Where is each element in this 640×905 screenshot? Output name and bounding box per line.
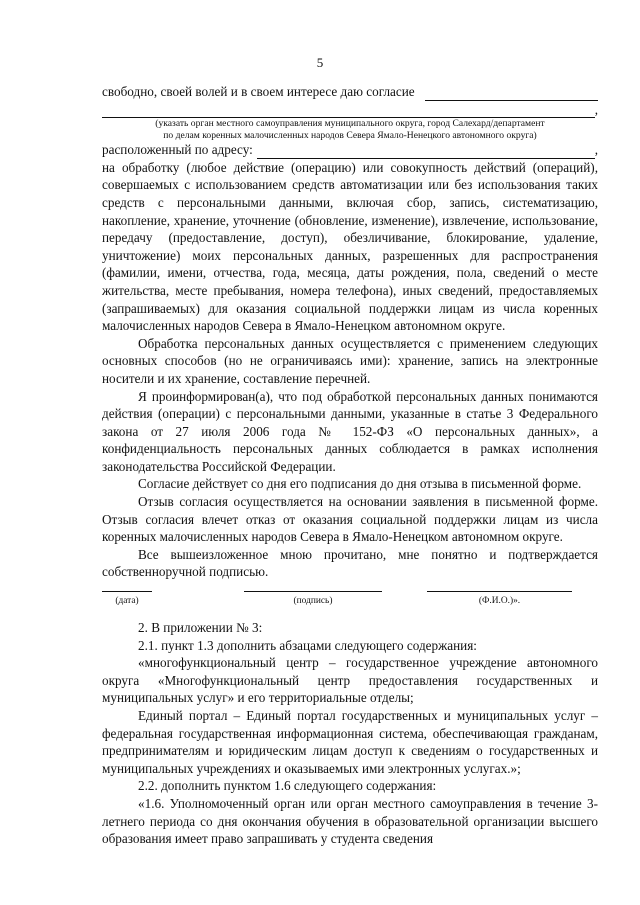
mfc-definition: «многофункциональный центр – государственное учреждение автономного округа «Многофункциональный центр предоставления государственных и муниципальных услуг» и его территориальные отделы;	[102, 655, 598, 706]
signature-field	[244, 591, 382, 611]
document-body	[102, 83, 598, 848]
signature-caption: (подпись)	[293, 596, 333, 607]
informed-paragraph: Я проинформирован(а), что под обработкой персональных данных понимаются действия (операции) с персональными данными, указанные в статье 3 Федерального закона от 27 июля 2006 года № 152-ФЗ «О персональных данных», а конфиденциальность персональных данных соблюдается в рамках исполнения законодательства Российской Федерации.	[102, 388, 598, 474]
authority-rule-line	[102, 101, 598, 119]
address-line	[102, 141, 598, 159]
validity-paragraph: Согласие действует со дня его подписания до дня отзыва в письменной форме.	[138, 476, 582, 492]
withdrawal-paragraph: Отзыв согласия осуществляется на основании заявления в письменной форме. Отзыв согласия влечет отказ от оказания социальной поддержки лицам из числа коренных малочисленных народов Севера в Ямало-Ненецком автономном округе.	[102, 494, 598, 545]
signature-row	[102, 591, 598, 619]
portal-definition: Единый портал – Единый портал государственных и муниципальных услуг – федеральная государственная информационная система, обеспечивающая гражданам, предпринимателям и юридическим лицам доступ к сведениям о государственных и муниципальных учреждениях и оказываемых ими электронных услугах.»;	[102, 708, 598, 776]
authority-comma: ,	[594, 101, 598, 117]
processing-paragraph: на обработку (любое действие (операцию) или совокупность действий (операций), совершаемых с использованием средств автоматизации или без использования таких средств с персональными данными, включая сбор, запись, систематизацию, накопление, хранение, уточнение (обновление, изменение), извлечение, использование, передачу (предоставление, доступ), обезличивание, блокирование, удаление, уничтожение) моих персональных данных, разрешенных для распространения (фамилии, имени, отчества, года, месяца, даты рождения, пола, сведений о месте жительства, месте пребывания, номера телефона), иных сведений, предоставляемых (запрашиваемых) для оказания социальной поддержки лицам из числа коренных малочисленных народов Севера в Ямало-Ненецком автономном округе.	[102, 159, 598, 334]
fullname-caption: (Ф.И.О.)».	[478, 596, 521, 607]
address-blank	[257, 146, 595, 159]
address-comma: ,	[594, 142, 598, 158]
fullname-field	[427, 591, 572, 611]
date-field	[102, 591, 152, 611]
address-label: расположенный по адресу:	[102, 142, 253, 158]
amendment-item-2-2: 2.2. дополнить пунктом 1.6 следующего содержания:	[138, 778, 437, 794]
authority-blank	[425, 88, 598, 101]
page-number: 5	[316, 55, 324, 70]
consent-lead: свободно, своей волей и в своем интересе даю согласие	[102, 84, 415, 99]
point-1-6-paragraph: «1.6. Уполномоченный орган или орган местного самоуправления в течение 3-летнего периода со дня окончания обучения в образовательной организации высшего образования имеет право запрашивать у студента сведения	[102, 795, 598, 847]
authority-note-1: (указать орган местного самоуправления муниципального округа, город Салехард/департамент	[155, 118, 545, 130]
confirm-paragraph: Все вышеизложенное мною прочитано, мне понятно и подтверждается собственноручной подписью.	[102, 546, 598, 580]
date-caption: (дата)	[115, 596, 139, 607]
authority-blank-2	[102, 105, 595, 118]
consent-lead-line	[102, 83, 598, 101]
methods-paragraph: Обработка персональных данных осуществляется с применением следующих основных способов (но не ограничиваясь ими): хранение, запись на электронные носители и их хранение, составление перечней.	[102, 335, 598, 386]
authority-note-2: по делам коренных малочисленных народов Севера Ямало-Ненецкого автономного округа)	[163, 129, 537, 141]
amendment-item-2-1: 2.1. пункт 1.3 дополнить абзацами следующего содержания:	[138, 637, 477, 653]
amendment-item-2: 2. В приложении № 3:	[138, 620, 263, 636]
